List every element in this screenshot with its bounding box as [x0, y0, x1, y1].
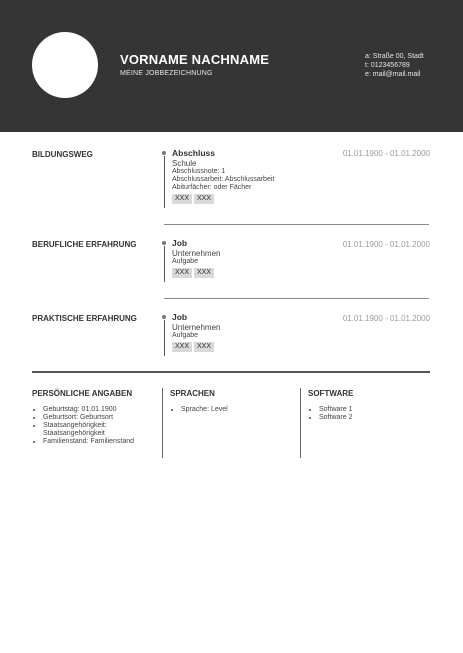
- education-section-title: BILDUNGSWEG: [32, 150, 93, 159]
- section-divider: [164, 224, 429, 225]
- software-list: [309, 406, 439, 422]
- practical-entry: [172, 312, 220, 352]
- entry-detail: Abiturfächer: oder Fächer: [172, 184, 252, 191]
- entry-date: 01.01.1900 - 01.01.2000: [342, 314, 430, 323]
- list-item: • Software 2: [319, 414, 439, 422]
- experience-entry: [172, 238, 220, 278]
- entry-title: Job: [172, 238, 188, 248]
- entry-title: Job: [172, 312, 188, 322]
- entry-date: 01.01.1900 - 01.01.2000: [342, 240, 430, 249]
- entry-detail: Abschlussarbeit: Abschlussarbeit: [172, 176, 275, 183]
- timeline-dot: [162, 241, 166, 245]
- timeline-line: [164, 320, 165, 356]
- list-item: • Software 1: [319, 406, 439, 414]
- timeline-dot: [162, 315, 166, 319]
- contact-info: [365, 52, 424, 79]
- main-divider: [32, 371, 430, 373]
- section-divider: [164, 298, 429, 299]
- tag-list: [172, 268, 220, 278]
- tag: XXX: [172, 342, 192, 352]
- timeline-line: [164, 246, 165, 282]
- profile-photo-placeholder: [32, 32, 98, 98]
- entry-subtitle: Schule: [172, 159, 197, 168]
- entry-title: Abschluss: [172, 148, 215, 158]
- list-item: • Staatsangehörigkeit: Staatsangehörigkeit: [43, 422, 133, 438]
- tag: XXX: [194, 342, 214, 352]
- list-item: • Sprache: Level: [181, 406, 301, 414]
- experience-section-title: BERUFLICHE ERFAHRUNG: [32, 240, 137, 249]
- contact-phone: t: 0123456789: [365, 62, 410, 69]
- software-title: SOFTWARE: [308, 389, 354, 398]
- languages-list: [171, 406, 301, 414]
- full-name: VORNAME NACHNAME: [120, 52, 270, 67]
- education-entry: [172, 148, 274, 204]
- tag: XXX: [172, 268, 192, 278]
- languages-title: SPRACHEN: [170, 389, 215, 398]
- list-item: • Geburtsort: Geburtsort: [43, 414, 168, 422]
- entry-detail: Aufgabe: [172, 258, 199, 265]
- column-divider: [300, 388, 301, 458]
- list-item: • Familienstand: Familienstand: [43, 438, 168, 446]
- tag: XXX: [172, 194, 192, 204]
- contact-address: a: Straße 00, Stadt: [365, 53, 424, 60]
- entry-detail: Abschlussnote: 1: [172, 168, 226, 175]
- entry-detail: Aufgabe: [172, 332, 199, 339]
- contact-email: e: mail@mail.mail: [365, 71, 421, 78]
- practical-section-title: PRAKTISCHE ERFAHRUNG: [32, 314, 137, 323]
- column-divider: [162, 388, 163, 458]
- entry-subtitle: Unternehmen: [172, 323, 221, 332]
- entry-subtitle: Unternehmen: [172, 249, 221, 258]
- tag: XXX: [194, 194, 214, 204]
- resume-header: [0, 0, 463, 132]
- timeline-line: [164, 156, 165, 208]
- tag-list: [172, 342, 220, 352]
- tag-list: [172, 194, 274, 204]
- job-title: MEINE JOBBEZEICHNUNG: [120, 70, 213, 77]
- personal-info-title: PERSÖNLICHE ANGABEN: [32, 389, 133, 398]
- tag: XXX: [194, 268, 214, 278]
- list-item: • Geburtstag: 01.01.1900: [43, 406, 168, 414]
- entry-date: 01.01.1900 - 01.01.2000: [342, 149, 430, 158]
- timeline-dot: [162, 151, 166, 155]
- personal-info-list: [33, 406, 168, 446]
